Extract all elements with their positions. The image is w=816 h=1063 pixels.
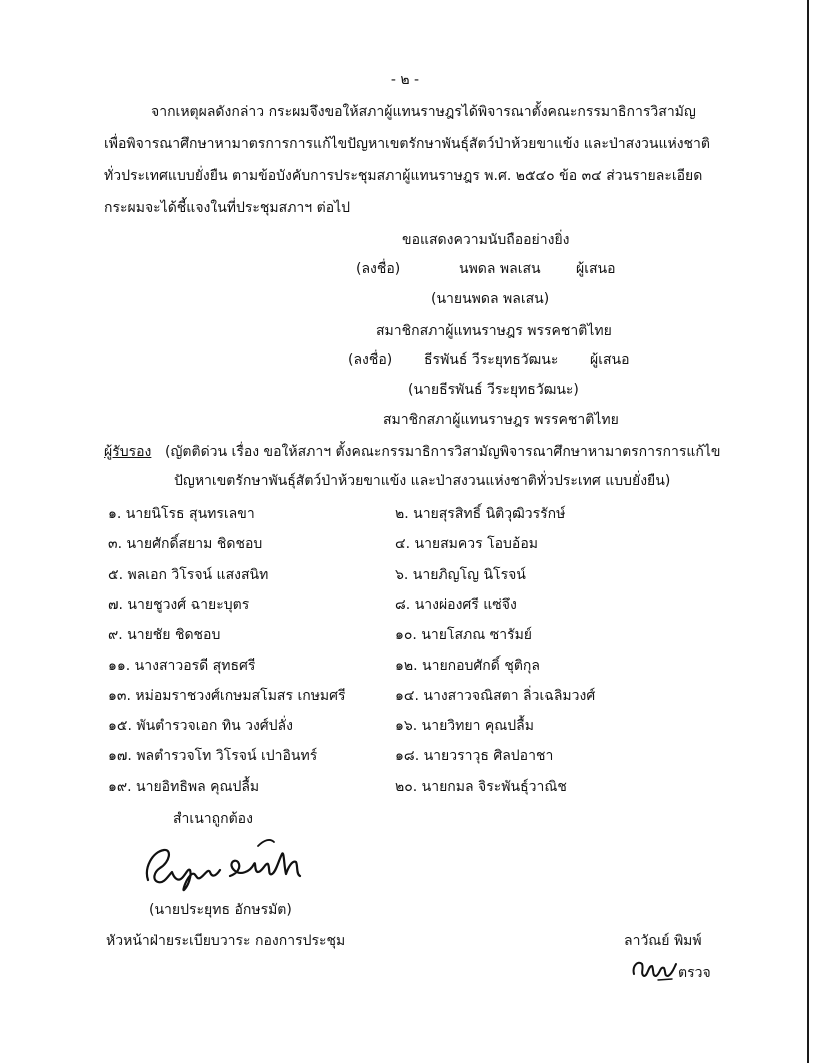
checker-label: ตรวจ bbox=[678, 965, 711, 981]
endorser-item: ๑๕. พันตำรวจเอก ทิน วงศ์ปลั่ง bbox=[108, 718, 293, 735]
endorser-item: ๔. นายสมควร โอบอ้อม bbox=[395, 536, 538, 553]
sign-label-1: (ลงชื่อ) bbox=[356, 261, 401, 277]
endorser-item: ๒. นายสุรสิทธิ์ นิติวุฒิวรรักษ์ bbox=[395, 506, 566, 522]
endorser-item: ๑. นายนิโรธ สุนทรเลขา bbox=[108, 506, 255, 522]
endorser-item: ๑๘. นายวราวุธ ศิลปอาชา bbox=[395, 748, 554, 765]
endorser-item: ๙. นายชัย ชิดชอบ bbox=[108, 627, 221, 644]
endorser-item: ๑๙. นายอิทธิพล คุณปลื้ม bbox=[108, 778, 260, 795]
endorser-item: ๗. นายชูวงศ์ ฉายะบุตร bbox=[108, 596, 250, 613]
body-line-3: ทั่วประเทศแบบยั่งยืน ตามข้อบังคับการประชุมสภาผู้แทนราษฎร พ.ศ. ๒๕๔๐ ข้อ ๓๔ ส่วนรายละเอียด bbox=[104, 168, 703, 184]
subject-line-2: ปัญหาเขตรักษาพันธุ์สัตว์ป่าห้วยขาแข้ง และป่าสงวนแห่งชาติทั่วประเทศ แบบยั่งยืน) bbox=[174, 473, 671, 489]
endorser-item: ๑๗. พลตำรวจโท วิโรจน์ เปาอินทร์ bbox=[108, 748, 318, 765]
body-line-4: กระผมจะได้ชี้แจงในที่ประชุมสภาฯ ต่อไป bbox=[104, 200, 351, 216]
endorser-item: ๑๓. หม่อมราชวงศ์เกษมสโมสร เกษมศรี bbox=[108, 687, 346, 704]
page-number: - ๒ - bbox=[390, 72, 420, 88]
endorser-item: ๑๐. นายโสภณ ซารัมย์ bbox=[395, 627, 533, 644]
proposer-label-2: ผู้เสนอ bbox=[590, 352, 630, 368]
endorser-item: ๖. นายภิญโญ นิโรจน์ bbox=[395, 566, 526, 583]
endorser-item: ๘. นางผ่องศรี แซ่จึง bbox=[395, 596, 517, 613]
endorser-item: ๑๔. นางสาวจณิสตา ลิ่วเฉลิมวงศ์ bbox=[395, 687, 596, 704]
certified-copy-label: สำเนาถูกต้อง bbox=[173, 811, 253, 827]
endorser-item: ๑๖. นายวิทยา คุณปลื้ม bbox=[395, 718, 534, 735]
page-edge bbox=[807, 0, 809, 1063]
sign-label-2: (ลงชื่อ) bbox=[348, 352, 393, 368]
checker-initials bbox=[628, 952, 680, 984]
endorser-item: ๒๐. นายกมล จิระพันธุ์วาณิช bbox=[395, 778, 567, 795]
signer2-title: สมาชิกสภาผู้แทนราษฎร พรรคชาติไทย bbox=[383, 412, 619, 428]
endorsers-heading: ผู้รับรอง bbox=[104, 444, 152, 460]
proposer-label-1: ผู้เสนอ bbox=[576, 261, 616, 277]
signer2-name: ธีรพันธ์ วีระยุทธวัฒนะ bbox=[424, 352, 559, 368]
body-line-2: เพื่อพิจารณาศึกษาหามาตรการการแก้ไขปัญหาเขตรักษาพันธุ์สัตว์ป่าห้วยขาแข้ง และป่าสงวนแห่งชาติ bbox=[104, 136, 711, 152]
signer1-full-name: (นายนพดล พลเสน) bbox=[431, 291, 550, 307]
signer2-full-name: (นายธีรพันธ์ วีระยุทธวัฒนะ) bbox=[408, 382, 579, 398]
signer1-name: นพดล พลเสน bbox=[459, 261, 541, 277]
certifier-position: หัวหน้าฝ่ายระเบียบวาระ กองการประชุม bbox=[106, 933, 346, 949]
typist-note: ลาวัณย์ พิมพ์ bbox=[624, 933, 702, 949]
endorser-item: ๑๒. นายกอบศักดิ์ ชุติกุล bbox=[395, 657, 540, 674]
certifier-name: (นายประยุทธ อักษรมัต) bbox=[149, 902, 292, 918]
certifier-signature bbox=[138, 832, 308, 898]
subject-line-1: (ญัตติด่วน เรื่อง ขอให้สภาฯ ตั้งคณะกรรมาธิการวิสามัญพิจารณาศึกษาหามาตรการการแก้ไข bbox=[165, 444, 721, 460]
endorser-item: ๑๑. นางสาวอรดี สุทธศรี bbox=[108, 657, 256, 674]
endorser-item: ๕. พลเอก วิโรจน์ แสงสนิท bbox=[108, 566, 269, 583]
endorser-item: ๓. นายศักดิ์สยาม ชิดชอบ bbox=[108, 536, 263, 553]
signer1-title: สมาชิกสภาผู้แทนราษฎร พรรคชาติไทย bbox=[376, 323, 612, 339]
closing-respect: ขอแสดงความนับถืออย่างยิ่ง bbox=[402, 232, 570, 248]
body-line-1: จากเหตุผลดังกล่าว กระผมจึงขอให้สภาผู้แทนราษฎรได้พิจารณาตั้งคณะกรรมาธิการวิสามัญ bbox=[151, 104, 696, 120]
